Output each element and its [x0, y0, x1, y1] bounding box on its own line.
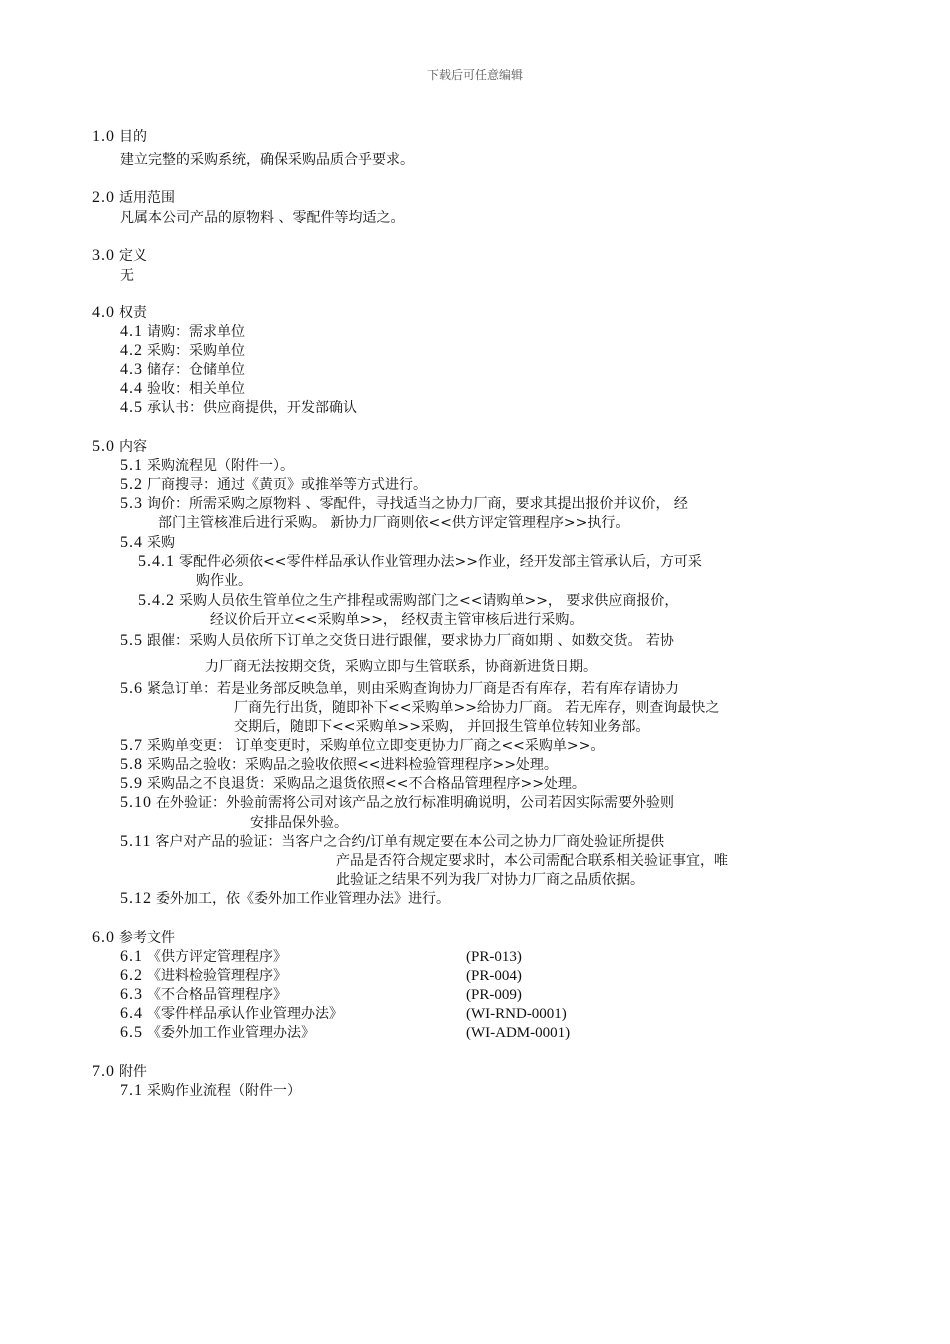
section-title: 附件 [119, 1064, 147, 1080]
section-number: 3.0 [92, 247, 115, 264]
item-text: 零配件必须依<<零件样品承认作业管理办法>>作业，经开发部主管承认后，方可采 [179, 554, 702, 570]
item-text: 验收：相关单位 [147, 381, 245, 397]
list-item [120, 775, 586, 793]
item-continuation: 此验证之结果不列为我厂对协力厂商之品质依据。 [336, 872, 644, 888]
reference-row [120, 948, 287, 966]
item-number: 5.12 [120, 890, 152, 907]
download-note: 下载后可任意编辑 [426, 68, 523, 82]
reference-code: (PR-004) [466, 968, 522, 984]
reference-name: 《不合格品管理程序》 [147, 987, 287, 1003]
section-1-body: 建立完整的采购系统，确保采购品质合乎要求。 [120, 152, 414, 168]
item-text: 采购作业流程（附件一） [147, 1083, 301, 1099]
item-text: 在外验证：外验前需将公司对该产品之放行标准明确说明，公司若因实际需要外验则 [156, 795, 674, 811]
item-continuation: 厂商先行出货，随即补下<<采购单>>给协力厂商。 若无库存，则查询最快之 [234, 700, 720, 716]
list-item [120, 361, 245, 379]
item-number: 5.4.1 [138, 553, 175, 570]
sub-list-item [138, 592, 678, 610]
list-item [120, 833, 664, 851]
list-item [120, 794, 674, 812]
item-text: 委外加工，依《委外加工作业管理办法》进行。 [156, 891, 450, 907]
section-7-heading [92, 1063, 147, 1081]
section-4-heading [92, 304, 147, 322]
item-number: 6.5 [120, 1024, 143, 1041]
list-item [120, 737, 604, 755]
section-number: 4.0 [92, 304, 115, 321]
reference-row [120, 1005, 343, 1023]
section-title: 权责 [119, 305, 147, 321]
item-number: 4.2 [120, 342, 143, 359]
item-text: 采购品之验收：采购品之验收依照<<进料检验管理程序>>处理。 [147, 757, 558, 773]
list-item [120, 380, 245, 398]
list-item [120, 323, 245, 341]
item-number: 4.1 [120, 323, 143, 340]
list-item [120, 399, 357, 417]
item-text: 客户对产品的验证：当客户之合约/订单有规定要在本公司之协力厂商处验证所提供 [155, 834, 665, 850]
reference-code: (WI-ADM-0001) [466, 1025, 571, 1041]
item-number: 6.3 [120, 986, 143, 1003]
section-1-heading [92, 128, 147, 146]
section-title: 目的 [119, 129, 147, 145]
item-text: 采购单变更： 订单变更时，采购单位立即变更协力厂商之<<采购单>>。 [147, 738, 605, 754]
section-number: 6.0 [92, 929, 115, 946]
item-number: 5.5 [120, 632, 143, 649]
section-6-heading [92, 929, 175, 947]
item-number: 4.5 [120, 399, 143, 416]
item-text: 采购品之不良退货：采购品之退货依照<<不合格品管理程序>>处理。 [147, 776, 586, 792]
section-title: 参考文件 [119, 930, 175, 946]
item-text: 采购 [147, 535, 175, 551]
section-2-heading [92, 189, 175, 207]
item-number: 6.2 [120, 967, 143, 984]
section-number: 5.0 [92, 438, 115, 455]
item-continuation: 部门主管核准后进行采购。 新协力厂商则依<<供方评定管理程序>>执行。 [158, 515, 630, 531]
item-number: 5.1 [120, 457, 143, 474]
section-number: 7.0 [92, 1063, 115, 1080]
reference-row [120, 1024, 315, 1042]
item-text: 厂商搜寻：通过《黄页》或推举等方式进行。 [147, 477, 427, 493]
item-number: 4.3 [120, 361, 143, 378]
section-number: 1.0 [92, 128, 115, 145]
item-continuation: 购作业。 [196, 573, 252, 589]
reference-name: 《委外加工作业管理办法》 [147, 1025, 315, 1041]
item-continuation: 经议价后开立<<采购单>>， 经权责主管审核后进行采购。 [210, 612, 584, 628]
item-number: 5.3 [120, 495, 143, 512]
item-number: 5.9 [120, 775, 143, 792]
section-title: 适用范围 [119, 190, 175, 206]
item-continuation: 力厂商无法按期交货，采购立即与生管联系，协商新进货日期。 [205, 659, 597, 675]
reference-row [120, 986, 287, 1004]
item-number: 5.10 [120, 794, 152, 811]
list-item [120, 680, 679, 698]
reference-code: (PR-013) [466, 949, 522, 965]
section-3-body: 无 [120, 268, 134, 284]
item-number: 5.8 [120, 756, 143, 773]
item-number: 5.2 [120, 476, 143, 493]
item-text: 紧急订单：若是业务部反映急单，则由采购查询协力厂商是否有库存，若有库存请协力 [147, 681, 679, 697]
item-number: 4.4 [120, 380, 143, 397]
item-number: 5.11 [120, 833, 152, 850]
item-continuation: 产品是否符合规定要求时，本公司需配合联系相关验证事宜，唯 [336, 853, 728, 869]
reference-name: 《零件样品承认作业管理办法》 [147, 1006, 343, 1022]
section-3-heading [92, 247, 147, 265]
sub-list-item [138, 553, 702, 571]
item-number: 5.7 [120, 737, 143, 754]
item-text: 采购流程见（附件一）。 [147, 458, 294, 474]
list-item [120, 534, 175, 552]
item-number: 5.4 [120, 534, 143, 551]
list-item [120, 457, 294, 475]
section-2-body: 凡属本公司产品的原物料 、零配件等均适之。 [120, 210, 405, 226]
section-title: 内容 [119, 439, 147, 455]
item-text: 跟催：采购人员依所下订单之交货日进行跟催，要求协力厂商如期 、如数交货。 若协 [147, 633, 674, 649]
reference-name: 《进料检验管理程序》 [147, 968, 287, 984]
list-item [120, 342, 245, 360]
item-number: 5.4.2 [138, 592, 175, 609]
list-item [120, 756, 558, 774]
section-title: 定义 [119, 248, 147, 264]
section-5-heading [92, 438, 147, 456]
item-number: 5.6 [120, 680, 143, 697]
item-number: 6.1 [120, 948, 143, 965]
item-text: 采购：采购单位 [147, 343, 245, 359]
item-text: 采购人员依生管单位之生产排程或需购部门之<<请购单>>， 要求供应商报价， [179, 593, 679, 609]
reference-row [120, 967, 287, 985]
item-continuation: 交期后，随即下<<采购单>>采购， 并回报生管单位转知业务部。 [234, 719, 650, 735]
reference-code: (PR-009) [466, 987, 522, 1003]
list-item [120, 632, 674, 650]
item-text: 承认书：供应商提供，开发部确认 [147, 400, 357, 416]
list-item [120, 1082, 301, 1100]
item-text: 请购：需求单位 [147, 324, 245, 340]
item-continuation: 安排品保外验。 [250, 815, 348, 831]
item-text: 询价：所需采购之原物料 、零配件，寻找适当之协力厂商，要求其提出报价并议价， 经 [147, 496, 688, 512]
section-number: 2.0 [92, 189, 115, 206]
reference-name: 《供方评定管理程序》 [147, 949, 287, 965]
reference-code: (WI-RND-0001) [466, 1006, 567, 1022]
item-text: 储存：仓储单位 [147, 362, 245, 378]
list-item [120, 495, 688, 513]
item-number: 7.1 [120, 1082, 143, 1099]
list-item [120, 476, 427, 494]
item-number: 6.4 [120, 1005, 143, 1022]
list-item [120, 890, 450, 908]
